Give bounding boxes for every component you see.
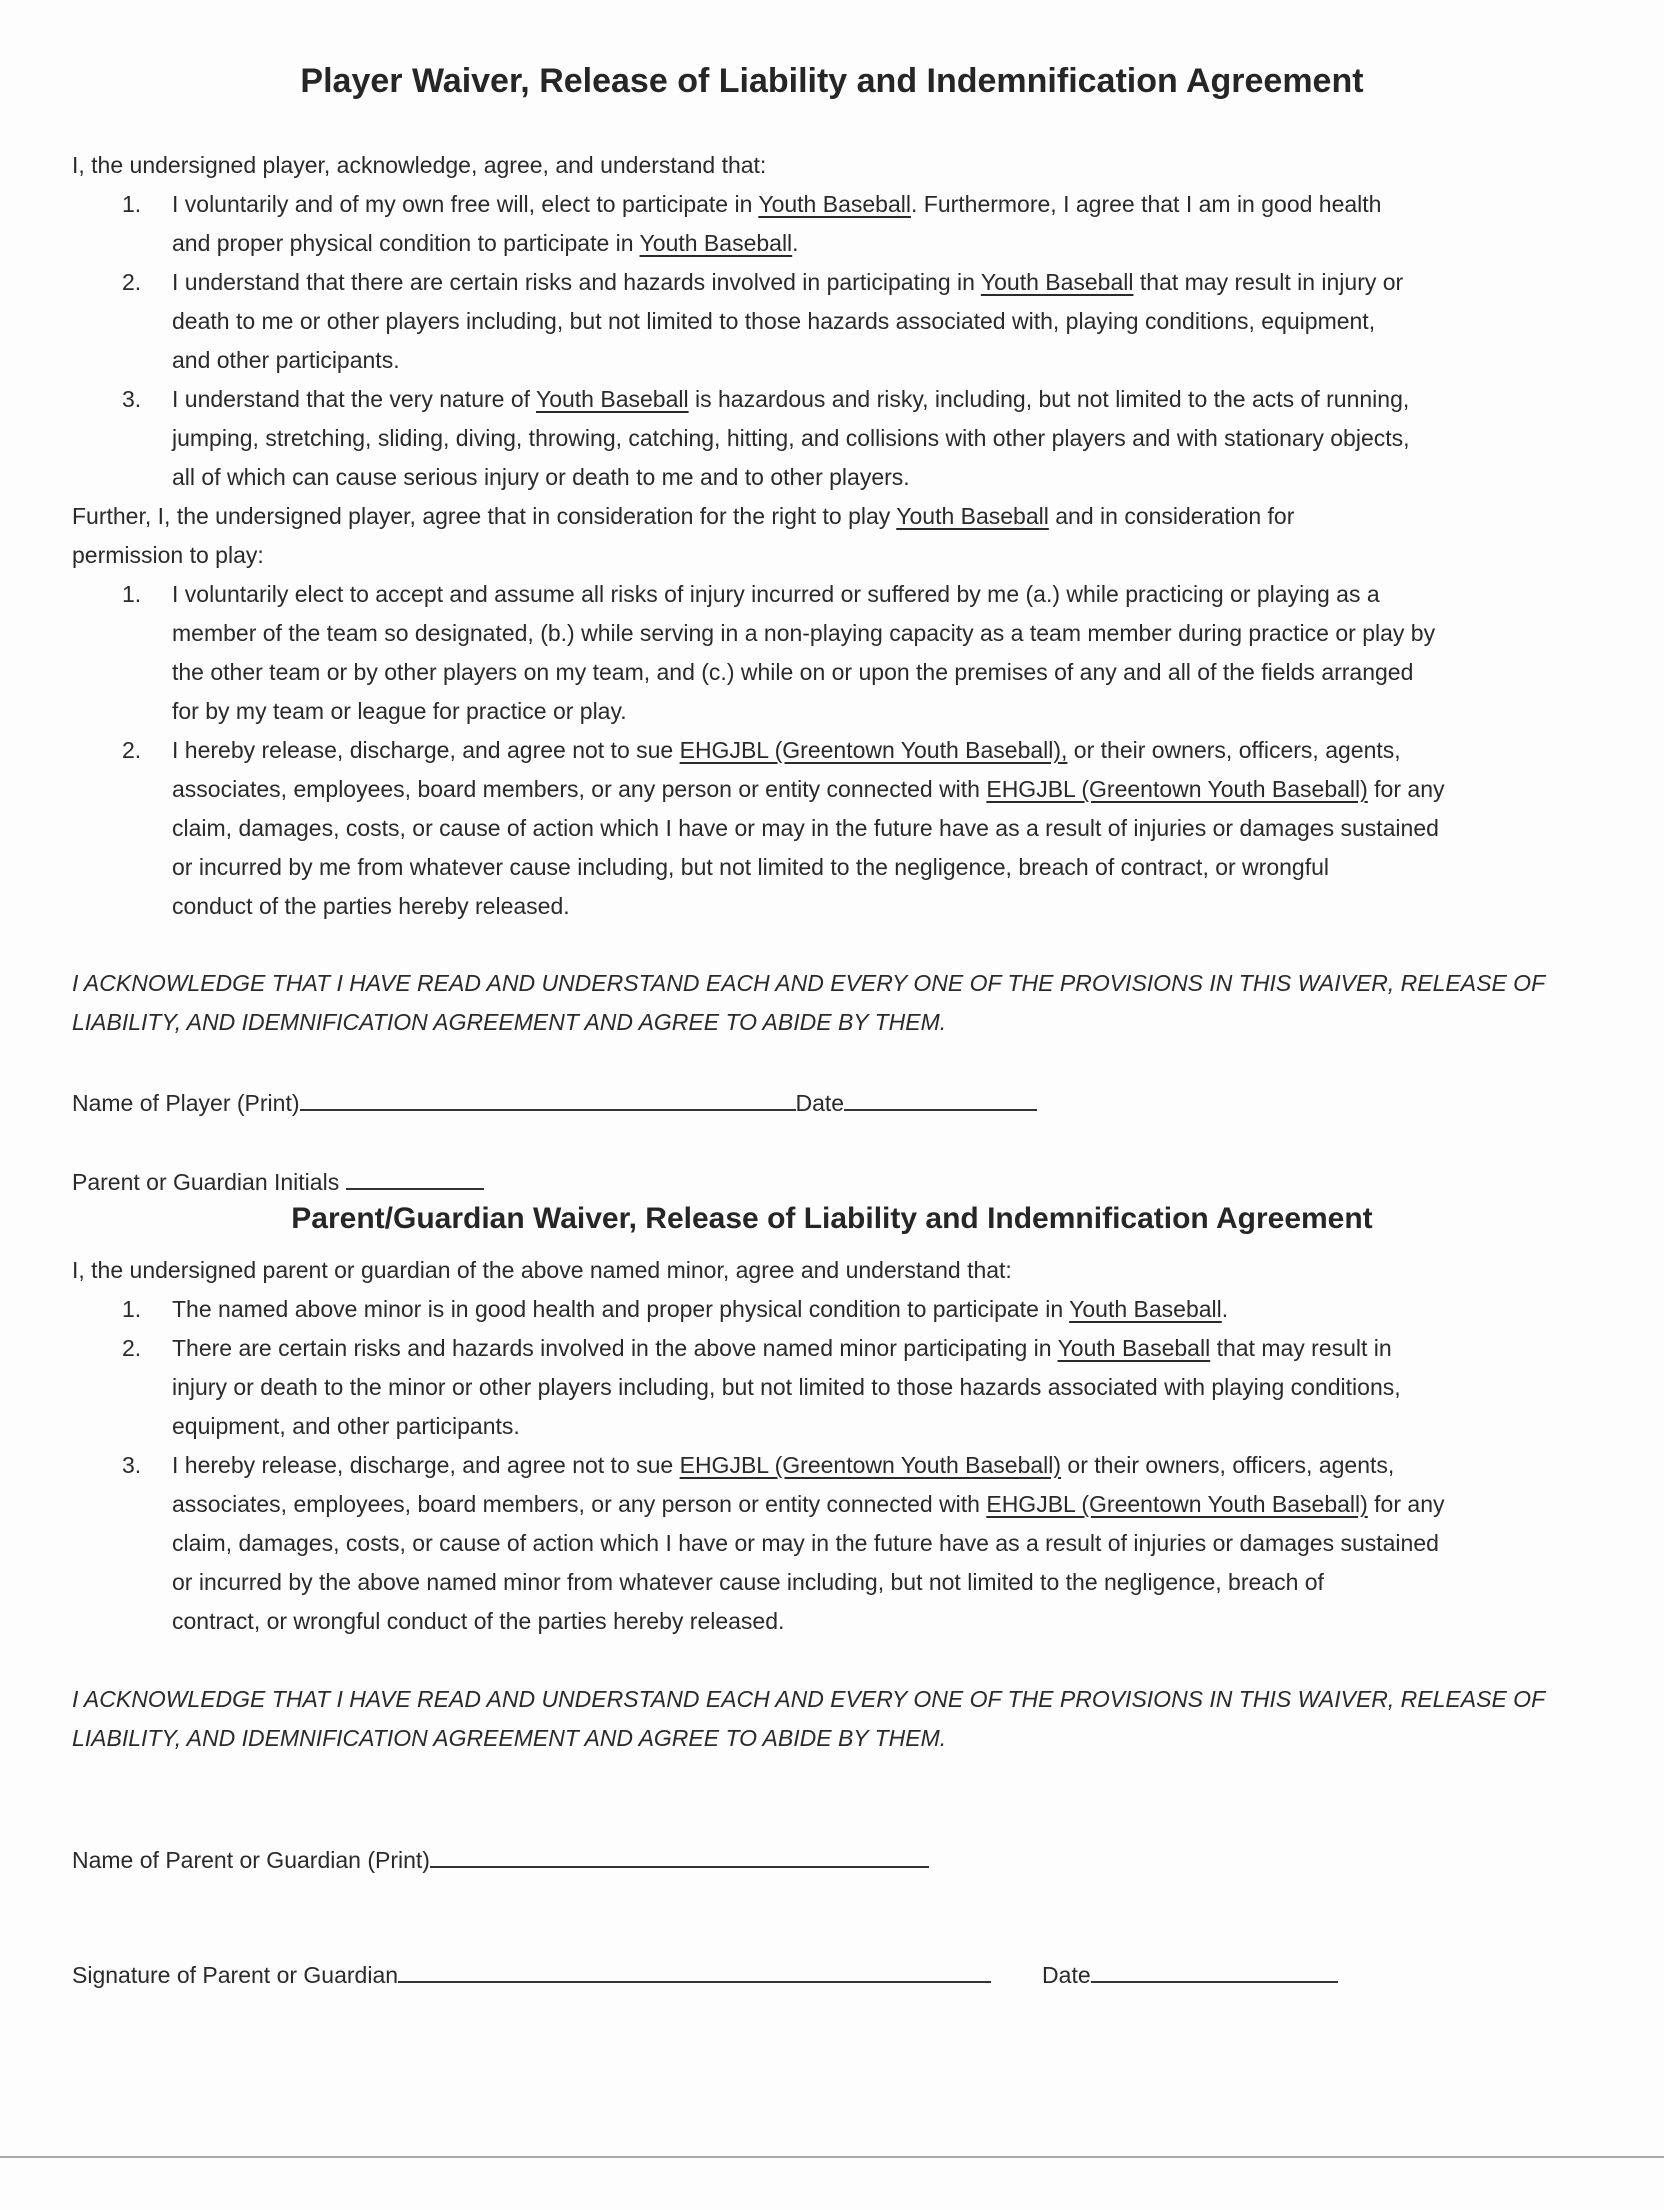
text-segment: I ACKNOWLEDGE THAT I HAVE READ AND UNDERSTAND EACH AND EVERY ONE OF THE PROVISIONS IN THIS WAIVER, RELEASE OF: [72, 970, 1546, 996]
text-segment: LIABILITY, AND IDEMNIFICATION AGREEMENT AND AGREE TO ABIDE BY THEM.: [72, 1009, 947, 1035]
text-line: [172, 1524, 1592, 1563]
text-line: [172, 1563, 1592, 1602]
parent-date-label: Date: [1042, 1962, 1091, 1988]
text-segment: death to me or other players including, but not limited to those hazards associated with, playing conditions, equipment,: [172, 308, 1376, 334]
text-line: [172, 887, 1592, 926]
text-segment: jumping, stretching, sliding, diving, throwing, catching, hitting, and collisions with other players and with stationary objects,: [172, 425, 1410, 451]
text-segment: I voluntarily elect to accept and assume all risks of injury incurred or suffered by me (a.) while practicing or playing as a: [172, 581, 1380, 607]
text-segment: I voluntarily and of my own free will, elect to participate in: [172, 191, 759, 217]
list-number: 1.: [122, 581, 142, 607]
text-segment: equipment, and other participants.: [172, 1413, 520, 1439]
parent-signature-label: Signature of Parent or Guardian: [72, 1962, 399, 1988]
text-segment: I hereby release, discharge, and agree not to sue: [172, 737, 680, 763]
list-number: 3.: [122, 386, 142, 412]
text-line: [72, 497, 1592, 536]
text-line: [72, 964, 1592, 1003]
list-item: [72, 1329, 1592, 1446]
text-segment: conduct of the parties hereby released.: [172, 893, 570, 919]
parent-acknowledgment: [72, 1680, 1592, 1758]
text-line: [172, 575, 1592, 614]
text-segment: I hereby release, discharge, and agree not to sue: [172, 1452, 680, 1478]
page-edge-divider: [0, 2156, 1664, 2158]
text-line: [172, 224, 1592, 263]
text-line: [172, 1407, 1592, 1446]
text-segment: associates, employees, board members, or any person or entity connected with: [172, 776, 987, 802]
text-line: [172, 302, 1592, 341]
text-segment: for any: [1367, 1491, 1445, 1517]
parent-date-input[interactable]: [1091, 1953, 1338, 1983]
text-line: [172, 1368, 1592, 1407]
text-segment: is hazardous and risky, including, but not limited to the acts of running,: [688, 386, 1410, 412]
text-segment: The named above minor is in good health and proper physical condition to participate in: [172, 1296, 1070, 1322]
text-segment: .: [792, 230, 799, 256]
parent-signature-input[interactable]: [398, 1953, 991, 1983]
parent-intro: [72, 1251, 1592, 1290]
text-line: [172, 809, 1592, 848]
underlined-term: EHGJBL (Greentown Youth Baseball),: [679, 737, 1068, 763]
text-segment: There are certain risks and hazards involved in the above named minor participating in: [172, 1335, 1058, 1361]
text-line: [72, 1251, 1592, 1290]
text-line: [72, 1003, 1592, 1042]
text-line: [172, 185, 1592, 224]
list-number: 2.: [122, 1335, 142, 1361]
parent-name-input[interactable]: [430, 1838, 929, 1868]
text-line: [172, 458, 1592, 497]
list-item: [72, 185, 1592, 263]
underlined-term: Youth Baseball: [980, 269, 1134, 295]
text-line: [172, 419, 1592, 458]
text-segment: claim, damages, costs, or cause of action which I have or may in the future have as a result of injuries or damages sustained: [172, 815, 1439, 841]
underlined-term: Youth Baseball: [1069, 1296, 1222, 1322]
list-item: [72, 263, 1592, 380]
parent-initials-input[interactable]: [346, 1160, 484, 1190]
underlined-term: Youth Baseball: [758, 191, 911, 217]
text-line: [172, 848, 1592, 887]
list-number: 1.: [122, 191, 142, 217]
list-number: 2.: [122, 269, 142, 295]
text-segment: the other team or by other players on my team, and (c.) while on or upon the premises of any and all of the fields arranged: [172, 659, 1414, 685]
text-line: [72, 536, 1592, 575]
parent-agreements-list: [72, 1290, 1592, 1641]
parent-waiver-body: [72, 1251, 1592, 1641]
text-line: [172, 653, 1592, 692]
player-date-label: Date: [795, 1090, 845, 1116]
text-line: [172, 770, 1592, 809]
player-name-label: Name of Player (Print): [72, 1090, 300, 1116]
text-segment: that may result in: [1210, 1335, 1392, 1361]
text-segment: contract, or wrongful conduct of the parties hereby released.: [172, 1608, 785, 1634]
parent-name-label: Name of Parent or Guardian (Print): [72, 1847, 430, 1873]
underlined-term: Youth Baseball: [535, 386, 689, 412]
player-acknowledgment: [72, 964, 1592, 1042]
text-segment: . Furthermore, I agree that I am in good health: [910, 191, 1382, 217]
underlined-term: EHGJBL (Greentown Youth Baseball): [679, 1452, 1062, 1478]
text-segment: member of the team so designated, (b.) while serving in a non-playing capacity as a team member during practice or play by: [172, 620, 1436, 646]
list-item: [72, 1290, 1592, 1329]
parent-initials-label: Parent or Guardian Initials: [72, 1169, 340, 1195]
text-segment: permission to play:: [72, 542, 264, 568]
text-segment: and other participants.: [172, 347, 400, 373]
text-segment: and in consideration for: [1048, 503, 1295, 529]
player-consideration-paragraph: [72, 497, 1592, 575]
text-segment: or incurred by the above named minor from whatever cause including, but not limited to the negligence, breach of: [172, 1569, 1324, 1595]
player-name-input[interactable]: [300, 1081, 796, 1111]
player-release-list: [72, 575, 1592, 926]
text-segment: and proper physical condition to participate in: [172, 230, 640, 256]
player-acknowledgements-list: [72, 185, 1592, 497]
list-item: [72, 1446, 1592, 1641]
text-line: [172, 1485, 1592, 1524]
text-segment: claim, damages, costs, or cause of action which I have or may in the future have as a result of injuries or damages sustained: [172, 1530, 1439, 1556]
text-segment: I, the undersigned parent or guardian of the above named minor, agree and understand that:: [72, 1257, 1012, 1283]
text-line: [172, 341, 1592, 380]
list-item: [72, 731, 1592, 926]
text-segment: or their owners, officers, agents,: [1061, 1452, 1395, 1478]
underlined-term: Youth Baseball: [896, 503, 1049, 529]
text-segment: LIABILITY, AND IDEMNIFICATION AGREEMENT AND AGREE TO ABIDE BY THEM.: [72, 1725, 947, 1751]
underlined-term: EHGJBL (Greentown Youth Baseball): [986, 776, 1368, 802]
text-line: [72, 1680, 1592, 1719]
text-line: [172, 1329, 1592, 1368]
text-line: [172, 692, 1592, 731]
underlined-term: Youth Baseball: [1057, 1335, 1211, 1361]
text-segment: Further, I, the undersigned player, agree that in consideration for the right to play: [72, 503, 897, 529]
text-segment: for by my team or league for practice or play.: [172, 698, 627, 724]
list-number: 3.: [122, 1452, 142, 1478]
text-line: [172, 263, 1592, 302]
text-segment: associates, employees, board members, or any person or entity connected with: [172, 1491, 987, 1517]
text-segment: that may result in injury or: [1133, 269, 1404, 295]
text-line: [72, 146, 1592, 185]
underlined-term: EHGJBL (Greentown Youth Baseball): [986, 1491, 1368, 1517]
text-segment: for any: [1367, 776, 1445, 802]
text-line: [172, 614, 1592, 653]
text-line: [172, 1602, 1592, 1641]
parent-waiver-title: Parent/Guardian Waiver, Release of Liability and Indemnification Agreement: [291, 1202, 1373, 1235]
text-segment: all of which can cause serious injury or death to me and to other players.: [172, 464, 910, 490]
text-line: [172, 1290, 1592, 1329]
text-segment: injury or death to the minor or other players including, but not limited to those hazards associated with playing conditions,: [172, 1374, 1401, 1400]
text-segment: I, the undersigned player, acknowledge, agree, and understand that:: [72, 152, 767, 178]
list-number: 2.: [122, 737, 142, 763]
text-segment: or incurred by me from whatever cause including, but not limited to the negligence, breach of contract, or wrongful: [172, 854, 1329, 880]
text-segment: I understand that there are certain risks and hazards involved in participating in: [172, 269, 981, 295]
list-item: [72, 380, 1592, 497]
list-number: 1.: [122, 1296, 142, 1322]
text-segment: I understand that the very nature of: [172, 386, 536, 412]
parent-signature-field: [72, 1953, 1338, 1992]
text-line: [172, 380, 1592, 419]
text-line: [72, 1719, 1592, 1758]
player-waiver-title: Player Waiver, Release of Liability and Indemnification Agreement: [300, 62, 1364, 100]
text-segment: .: [1221, 1296, 1229, 1322]
list-item: [72, 575, 1592, 731]
player-date-input[interactable]: [844, 1081, 1037, 1111]
underlined-term: Youth Baseball: [639, 230, 793, 256]
parent-initials-field: [72, 1160, 484, 1199]
text-line: [172, 1446, 1592, 1485]
text-segment: I ACKNOWLEDGE THAT I HAVE READ AND UNDERSTAND EACH AND EVERY ONE OF THE PROVISIONS IN THIS WAIVER, RELEASE OF: [72, 1686, 1546, 1712]
parent-name-field: [72, 1838, 929, 1877]
text-line: [172, 731, 1592, 770]
text-segment: or their owners, officers, agents,: [1067, 737, 1401, 763]
player-name-field: [72, 1081, 1037, 1120]
player-waiver-body: [72, 146, 1592, 926]
player-intro: [72, 146, 1592, 185]
